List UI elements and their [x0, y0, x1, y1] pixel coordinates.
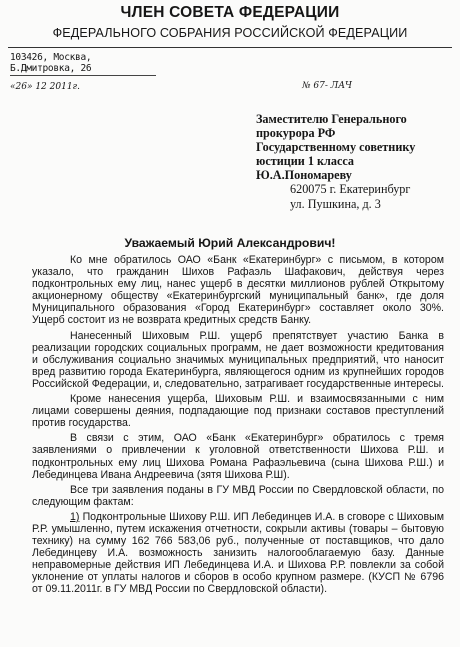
letter-date: «26» 12 2011г.: [10, 82, 80, 92]
sender-address: 103426, Москва, Б.Дмитровка, 26: [10, 52, 156, 76]
letter-body: [32, 254, 444, 599]
list-item-number: 1): [70, 510, 80, 523]
body-paragraph: В связи с этим, ОАО «Банк «Екатеринбург» обратилось с тремя заявлениями о привлечении к уголовной ответственности Шихова Р.Ш. и подконтрольных ему лиц Шихова Романа Рафаэльевича (сына Шихова Р.Ш.) и Лебединцева Ивана Андреевича (зятя Шихова Р.Ш).: [32, 432, 444, 481]
recipient-line: Ю.А.Пономареву: [256, 168, 352, 182]
body-paragraph: Ко мне обратилось ОАО «Банк «Екатеринбург» с письмом, в котором указало, что гражданин Шихов Рафаэль Шафакович, действуя через подконтрольных ему лиц, нанес ущерб в десятки миллионов рублей Открытому акционерному обществу «Екатеринбургский муниципальный банк», где доля Муниципального образования «Город Екатеринбург» составляет около 30%. Ущерб состоит из не возврата кредитных средств Банку.: [32, 254, 444, 327]
body-paragraph: Все три заявления поданы в ГУ МВД России по Свердловской области, по следующим фактам:: [32, 483, 444, 508]
recipient-address: [290, 182, 458, 211]
body-paragraph: Нанесенный Шиховым Р.Ш. ущерб препятствует участию Банка в реализации городских социальных программ, не дает возможности кредитования и обслуживания социально значимых муниципальных предприятий, что наносит вред развитию города Екатеринбурга, являющегося одним из крупнейших городов Российской Федерации, и, следовательно, затрагивает государственные интересы.: [32, 329, 444, 390]
body-paragraph: Кроме нанесения ущерба, Шиховым Р.Ш. и взаимосвязанными с ним лицами совершены деяния, подпадающие под признаки составов преступлений против государства.: [32, 393, 444, 430]
list-item: [32, 511, 444, 596]
recipient-line: Государственному советнику: [256, 140, 416, 154]
letterhead-title: ЧЛЕН СОВЕТА ФЕДЕРАЦИИ: [120, 4, 340, 21]
recipient-address-line: ул. Пушкина, д. 3: [290, 196, 381, 211]
recipient-line: Заместителю Генерального: [256, 112, 407, 126]
outgoing-number: № 67- ЛАЧ: [302, 81, 353, 91]
recipient-address-line: 620075 г. Екатеринбург: [290, 182, 411, 196]
recipient-line: прокурора РФ: [256, 126, 336, 140]
letterhead-divider: [8, 47, 452, 48]
list-item-text: Подконтрольные Шихову Р.Ш. ИП Лебединцев И.А. в сговоре с Шиховым Р.Р. умышленно, путем искажения отчетности, сокрыли активы (товары – бытовую технику) на сумму 162 766 583,06 руб., полученные от поставщиков, что дало Лебединцеву И.А. возможность занизить налогооблагаемую базу. Данные неправомерные действия ИП Лебединцева И.А. и Шихова Р.Р. повлекли за собой уклонение от уплаты налогов и сборов в особо крупном размере. (КУСП № 6796 от 09.11.2011г. в ГУ МВД России по Свердловской области).: [32, 510, 444, 596]
recipient-line: юстиции 1 класса: [256, 154, 355, 168]
greeting: Уважаемый Юрий Александрович!: [124, 236, 336, 250]
letterhead-subtitle: ФЕДЕРАЛЬНОГО СОБРАНИЯ РОССИЙСКОЙ ФЕДЕРАЦИИ: [52, 26, 408, 40]
recipient-block: [256, 112, 456, 182]
